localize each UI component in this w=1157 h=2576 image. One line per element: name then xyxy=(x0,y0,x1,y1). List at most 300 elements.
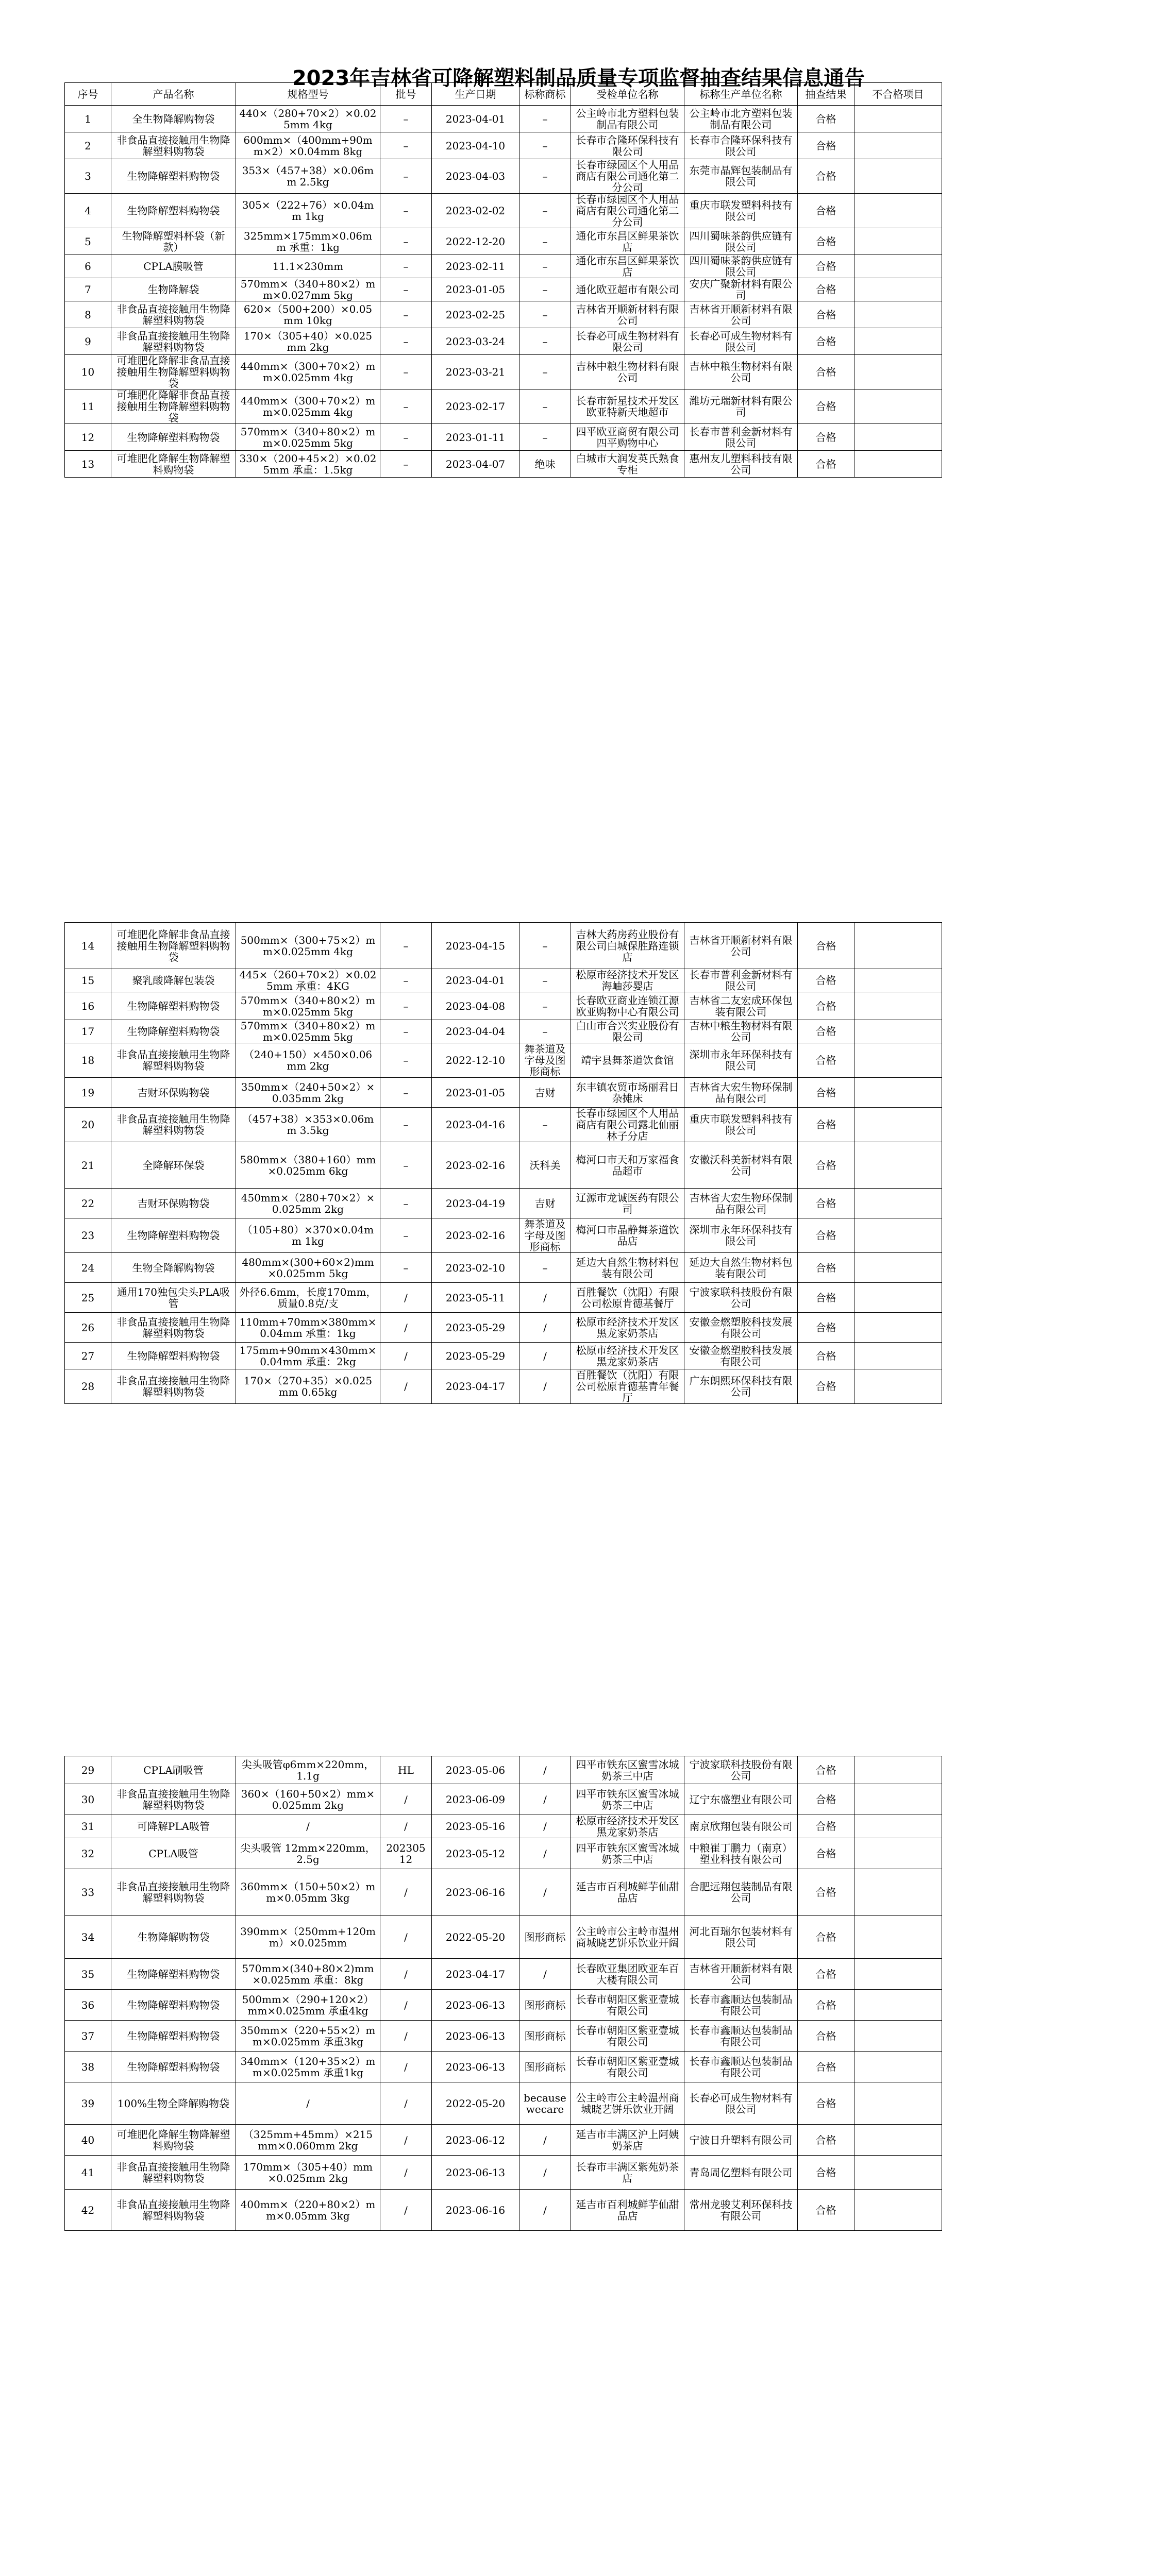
cell-producer: 吉林省大宏生物环保制品有限公司 xyxy=(684,1078,798,1108)
cell-spec: 440×（280+70×2）×0.025mm 4kg xyxy=(236,106,380,132)
cell-name: 生物降解塑料购物袋 xyxy=(111,1959,236,1990)
cell-inspected: 通化市东昌区鲜果茶饮店 xyxy=(571,255,684,278)
cell-spec: 175mm+90mm×430mm×0.04mm 承重：2kg xyxy=(236,1343,380,1369)
cell-no: 41 xyxy=(65,2156,111,2190)
table-row xyxy=(65,278,942,301)
table-row xyxy=(65,1343,942,1369)
cell-name: 生物降解塑料杯袋（新款） xyxy=(111,228,236,255)
cell-name: 可降解PLA吸管 xyxy=(111,1815,236,1838)
cell-brand: 沃科美 xyxy=(519,1142,571,1189)
cell-no: 5 xyxy=(65,228,111,255)
cell-brand: – xyxy=(519,1108,571,1142)
cell-brand: – xyxy=(519,106,571,132)
cell-batch: / xyxy=(380,2021,432,2052)
cell-inspected: 长春市朝阳区紫亚壹城有限公司 xyxy=(571,2021,684,2052)
table-row xyxy=(65,106,942,132)
cell-producer: 重庆市联发塑料科技有限公司 xyxy=(684,194,798,228)
cell-result: 合格 xyxy=(798,2021,854,2052)
cell-no: 20 xyxy=(65,1108,111,1142)
cell-name: 聚乳酸降解包装袋 xyxy=(111,969,236,992)
cell-spec: 尖头吸管φ6mm×220mm，1.1g xyxy=(236,1756,380,1784)
cell-spec: 110mm+70mm×380mm×0.04mm 承重：1kg xyxy=(236,1313,380,1343)
cell-result: 合格 xyxy=(798,2052,854,2082)
cell-inspected: 松原市经济技术开发区黑龙家奶茶店 xyxy=(571,1343,684,1369)
table-row xyxy=(65,923,942,969)
cell-brand: / xyxy=(519,1959,571,1990)
cell-spec: 350mm×（220+55×2）mm×0.025mm 承重3kg xyxy=(236,2021,380,2052)
cell-fail xyxy=(854,106,942,132)
cell-name: 可堆肥化降解非食品直接接触用生物降解塑料购物袋 xyxy=(111,923,236,969)
cell-date: 2023-01-05 xyxy=(432,278,519,301)
column-header: 不合格项目 xyxy=(854,83,942,106)
cell-brand: – xyxy=(519,424,571,451)
cell-date: 2023-02-11 xyxy=(432,255,519,278)
cell-inspected: 延吉市丰满区沪上阿姨奶茶店 xyxy=(571,2125,684,2156)
cell-batch: – xyxy=(380,1020,432,1043)
cell-inspected: 长春市绿园区个人用品商店有限公司露北仙丽林子分店 xyxy=(571,1108,684,1142)
cell-fail xyxy=(854,1990,942,2021)
cell-result: 合格 xyxy=(798,923,854,969)
column-header: 生产日期 xyxy=(432,83,519,106)
cell-no: 32 xyxy=(65,1838,111,1869)
cell-name: 生物降解塑料购物袋 xyxy=(111,2052,236,2082)
cell-fail xyxy=(854,1756,942,1784)
cell-producer: 安庆广聚新材料有限公司 xyxy=(684,278,798,301)
cell-result: 合格 xyxy=(798,1313,854,1343)
cell-name: 100%生物全降解购物袋 xyxy=(111,2082,236,2125)
cell-spec: （325mm+45mm）×215mm×0.060mm 2kg xyxy=(236,2125,380,2156)
cell-date: 2023-04-04 xyxy=(432,1020,519,1043)
cell-producer: 长春市合隆环保科技有限公司 xyxy=(684,132,798,159)
cell-no: 6 xyxy=(65,255,111,278)
cell-brand: / xyxy=(519,1343,571,1369)
table-row xyxy=(65,424,942,451)
cell-batch: – xyxy=(380,424,432,451)
cell-brand: – xyxy=(519,1020,571,1043)
cell-spec: 500mm×（300+75×2）mm×0.025mm 4kg xyxy=(236,923,380,969)
table-row xyxy=(65,1756,942,1784)
cell-spec: 360mm×（150+50×2）mm×0.05mm 3kg xyxy=(236,1869,380,1916)
cell-brand: – xyxy=(519,1253,571,1283)
cell-date: 2023-06-09 xyxy=(432,1784,519,1815)
cell-result: 合格 xyxy=(798,1283,854,1313)
cell-fail xyxy=(854,1142,942,1189)
cell-batch: / xyxy=(380,2052,432,2082)
table-row xyxy=(65,1990,942,2021)
cell-batch: – xyxy=(380,255,432,278)
cell-inspected: 长春必可成生物材料有限公司 xyxy=(571,328,684,355)
cell-brand: / xyxy=(519,1369,571,1404)
cell-date: 2023-04-07 xyxy=(432,451,519,478)
cell-batch: – xyxy=(380,923,432,969)
cell-spec: （105+80）×370×0.04mm 1kg xyxy=(236,1218,380,1253)
cell-result: 合格 xyxy=(798,106,854,132)
table-row xyxy=(65,1313,942,1343)
cell-spec: 外径6.6mm，长度170mm，质量0.8克/支 xyxy=(236,1283,380,1313)
cell-no: 14 xyxy=(65,923,111,969)
cell-producer: 吉林中粮生物材料有限公司 xyxy=(684,355,798,389)
cell-producer: 长春必可成生物材料有限公司 xyxy=(684,2082,798,2125)
cell-brand: / xyxy=(519,1313,571,1343)
cell-inspected: 四平市铁东区蜜雪冰城奶茶三中店 xyxy=(571,1756,684,1784)
cell-producer: 惠州友儿塑料科技有限公司 xyxy=(684,451,798,478)
cell-spec: 445×（260+70×2）×0.025mm 承重：4KG xyxy=(236,969,380,992)
cell-brand: 吉财 xyxy=(519,1078,571,1108)
cell-inspected: 长春欧亚集团欧亚车百大楼有限公司 xyxy=(571,1959,684,1990)
cell-producer: 公主岭市北方塑料包装制品有限公司 xyxy=(684,106,798,132)
cell-batch: – xyxy=(380,328,432,355)
cell-name: 全降解环保袋 xyxy=(111,1142,236,1189)
cell-name: 生物降解塑料购物袋 xyxy=(111,992,236,1020)
cell-no: 25 xyxy=(65,1283,111,1313)
cell-fail xyxy=(854,132,942,159)
cell-fail xyxy=(854,1343,942,1369)
table-row xyxy=(65,355,942,389)
cell-inspected: 长春欧亚商业连锁江源欧亚购物中心有限公司 xyxy=(571,992,684,1020)
cell-no: 2 xyxy=(65,132,111,159)
cell-spec: 353×（457+38）×0.06mm 2.5kg xyxy=(236,159,380,194)
table-row xyxy=(65,2190,942,2231)
cell-result: 合格 xyxy=(798,992,854,1020)
cell-inspected: 长春市合隆环保科技有限公司 xyxy=(571,132,684,159)
cell-no: 21 xyxy=(65,1142,111,1189)
cell-fail xyxy=(854,1108,942,1142)
cell-no: 35 xyxy=(65,1959,111,1990)
cell-no: 42 xyxy=(65,2190,111,2231)
cell-producer: 长春市普利金新材料有限公司 xyxy=(684,424,798,451)
cell-no: 22 xyxy=(65,1189,111,1218)
cell-no: 29 xyxy=(65,1756,111,1784)
cell-batch: / xyxy=(380,1784,432,1815)
table-row xyxy=(65,1043,942,1078)
cell-inspected: 公主岭市北方塑料包装制品有限公司 xyxy=(571,106,684,132)
cell-spec: 尖头吸管 12mm×220mm，2.5g xyxy=(236,1838,380,1869)
cell-date: 2023-03-24 xyxy=(432,328,519,355)
cell-name: 通用170独包尖头PLA吸管 xyxy=(111,1283,236,1313)
cell-inspected: 松原市经济技术开发区黑龙家奶茶店 xyxy=(571,1313,684,1343)
cell-batch: / xyxy=(380,1815,432,1838)
cell-brand: / xyxy=(519,1784,571,1815)
cell-batch: / xyxy=(380,2190,432,2231)
cell-date: 2023-02-17 xyxy=(432,389,519,424)
cell-inspected: 四平欧亚商贸有限公司四平购物中心 xyxy=(571,424,684,451)
cell-spec: （457+38）×353×0.06mm 3.5kg xyxy=(236,1108,380,1142)
cell-fail xyxy=(854,2125,942,2156)
cell-fail xyxy=(854,2052,942,2082)
cell-inspected: 吉林省开顺新材料有限公司 xyxy=(571,301,684,328)
cell-spec: 170mm×（305+40）mm×0.025mm 2kg xyxy=(236,2156,380,2190)
cell-fail xyxy=(854,301,942,328)
table-row xyxy=(65,1108,942,1142)
cell-fail xyxy=(854,2021,942,2052)
cell-no: 8 xyxy=(65,301,111,328)
cell-date: 2023-06-12 xyxy=(432,2125,519,2156)
cell-result: 合格 xyxy=(798,328,854,355)
cell-producer: 四川蜀味茶韵供应链有限公司 xyxy=(684,255,798,278)
cell-name: 吉财环保购物袋 xyxy=(111,1189,236,1218)
cell-producer: 吉林省大宏生物环保制品有限公司 xyxy=(684,1189,798,1218)
cell-inspected: 长春市朝阳区紫亚壹城有限公司 xyxy=(571,1990,684,2021)
results-table-page-2 xyxy=(64,922,942,1404)
cell-no: 11 xyxy=(65,389,111,424)
table-row xyxy=(65,1078,942,1108)
cell-inspected: 吉林中粮生物材料有限公司 xyxy=(571,355,684,389)
cell-brand: – xyxy=(519,969,571,992)
cell-fail xyxy=(854,1020,942,1043)
cell-name: 非食品直接接触用生物降解塑料购物袋 xyxy=(111,328,236,355)
cell-brand: / xyxy=(519,2156,571,2190)
cell-result: 合格 xyxy=(798,389,854,424)
column-header: 规格型号 xyxy=(236,83,380,106)
cell-date: 2023-05-11 xyxy=(432,1283,519,1313)
cell-result: 合格 xyxy=(798,969,854,992)
cell-result: 合格 xyxy=(798,1916,854,1959)
cell-inspected: 通化市东昌区鲜果茶饮店 xyxy=(571,228,684,255)
cell-date: 2023-05-06 xyxy=(432,1756,519,1784)
cell-result: 合格 xyxy=(798,1838,854,1869)
cell-inspected: 长春市绿园区个人用品商店有限公司通化第二分公司 xyxy=(571,194,684,228)
cell-date: 2023-04-01 xyxy=(432,969,519,992)
cell-inspected: 梅河口市天和万家福食品超市 xyxy=(571,1142,684,1189)
cell-spec: 570mm×（340+80×2）mm×0.025mm 5kg xyxy=(236,1020,380,1043)
cell-no: 7 xyxy=(65,278,111,301)
table-row xyxy=(65,1142,942,1189)
column-header: 标称生产单位名称 xyxy=(684,83,798,106)
cell-no: 36 xyxy=(65,1990,111,2021)
cell-batch: / xyxy=(380,2082,432,2125)
cell-result: 合格 xyxy=(798,1990,854,2021)
cell-spec: 600mm×（400mm+90mm×2）×0.04mm 8kg xyxy=(236,132,380,159)
table-row xyxy=(65,194,942,228)
cell-batch: – xyxy=(380,106,432,132)
cell-name: 非食品直接接触用生物降解塑料购物袋 xyxy=(111,132,236,159)
cell-no: 37 xyxy=(65,2021,111,2052)
cell-producer: 南京欣翔包装有限公司 xyxy=(684,1815,798,1838)
cell-batch: / xyxy=(380,1313,432,1343)
cell-no: 10 xyxy=(65,355,111,389)
cell-fail xyxy=(854,1369,942,1404)
cell-producer: 安徽金燃塑胶科技发展有限公司 xyxy=(684,1343,798,1369)
cell-brand: 图形商标 xyxy=(519,2052,571,2082)
cell-name: 生物降解塑料购物袋 xyxy=(111,1020,236,1043)
cell-no: 31 xyxy=(65,1815,111,1838)
cell-inspected: 长春市绿园区个人用品商店有限公司通化第二分公司 xyxy=(571,159,684,194)
cell-spec: 440mm×（300+70×2）mm×0.025mm 4kg xyxy=(236,389,380,424)
cell-batch: / xyxy=(380,1916,432,1959)
cell-producer: 广东朗熙环保科技有限公司 xyxy=(684,1369,798,1404)
column-header: 产品名称 xyxy=(111,83,236,106)
cell-inspected: 四平市铁东区蜜雪冰城奶茶三中店 xyxy=(571,1838,684,1869)
column-header: 序号 xyxy=(65,83,111,106)
cell-brand: – xyxy=(519,301,571,328)
cell-batch: / xyxy=(380,1990,432,2021)
cell-fail xyxy=(854,389,942,424)
cell-no: 3 xyxy=(65,159,111,194)
cell-name: 生物降解塑料购物袋 xyxy=(111,194,236,228)
cell-producer: 辽宁东盛塑业有限公司 xyxy=(684,1784,798,1815)
cell-batch: HL xyxy=(380,1756,432,1784)
results-table-page-1 xyxy=(64,82,942,478)
cell-batch: – xyxy=(380,159,432,194)
cell-producer: 中粮崔丁鹏力（南京）塑业科技有限公司 xyxy=(684,1838,798,1869)
cell-name: 生物降解购物袋 xyxy=(111,1916,236,1959)
cell-result: 合格 xyxy=(798,451,854,478)
cell-producer: 常州龙骏艾利环保科技有限公司 xyxy=(684,2190,798,2231)
cell-brand: 图形商标 xyxy=(519,1990,571,2021)
cell-fail xyxy=(854,228,942,255)
cell-fail xyxy=(854,1313,942,1343)
cell-brand: / xyxy=(519,1815,571,1838)
cell-date: 2023-04-01 xyxy=(432,106,519,132)
cell-inspected: 松原市经济技术开发区海岫莎婴店 xyxy=(571,969,684,992)
column-header: 标称商标 xyxy=(519,83,571,106)
cell-producer: 吉林省开顺新材料有限公司 xyxy=(684,1959,798,1990)
cell-brand: / xyxy=(519,1869,571,1916)
cell-brand: 舞茶道及字母及图形商标 xyxy=(519,1218,571,1253)
cell-date: 2022-12-10 xyxy=(432,1043,519,1078)
table-row xyxy=(65,1218,942,1253)
cell-no: 17 xyxy=(65,1020,111,1043)
table-row xyxy=(65,1283,942,1313)
cell-result: 合格 xyxy=(798,1756,854,1784)
cell-batch: – xyxy=(380,228,432,255)
cell-batch: – xyxy=(380,132,432,159)
cell-producer: 青岛周亿塑料有限公司 xyxy=(684,2156,798,2190)
cell-result: 合格 xyxy=(798,1869,854,1916)
cell-brand: – xyxy=(519,923,571,969)
cell-producer: 宁波家联科技股份有限公司 xyxy=(684,1283,798,1313)
cell-name: 生物降解塑料购物袋 xyxy=(111,1990,236,2021)
cell-batch: / xyxy=(380,1283,432,1313)
cell-batch: – xyxy=(380,992,432,1020)
cell-no: 1 xyxy=(65,106,111,132)
cell-result: 合格 xyxy=(798,228,854,255)
table-row xyxy=(65,1189,942,1218)
cell-producer: 重庆市联发塑料科技有限公司 xyxy=(684,1108,798,1142)
cell-fail xyxy=(854,1959,942,1990)
cell-date: 2023-04-17 xyxy=(432,1959,519,1990)
cell-no: 33 xyxy=(65,1869,111,1916)
cell-name: 非食品直接接触用生物降解塑料购物袋 xyxy=(111,1043,236,1078)
cell-date: 2023-02-16 xyxy=(432,1218,519,1253)
cell-producer: 长春市鑫顺达包装制品有限公司 xyxy=(684,2052,798,2082)
cell-result: 合格 xyxy=(798,1369,854,1404)
cell-fail xyxy=(854,1784,942,1815)
cell-date: 2023-05-29 xyxy=(432,1343,519,1369)
cell-producer: 深圳市永年环保科技有限公司 xyxy=(684,1043,798,1078)
cell-inspected: 四平市铁东区蜜雪冰城奶茶三中店 xyxy=(571,1784,684,1815)
cell-no: 18 xyxy=(65,1043,111,1078)
cell-batch: – xyxy=(380,301,432,328)
table-header-row xyxy=(65,83,942,106)
table-row xyxy=(65,159,942,194)
cell-producer: 安徽沃科美新材料有限公司 xyxy=(684,1142,798,1189)
cell-fail xyxy=(854,992,942,1020)
cell-name: 生物降解塑料购物袋 xyxy=(111,2021,236,2052)
cell-result: 合格 xyxy=(798,355,854,389)
cell-producer: 吉林中粮生物材料有限公司 xyxy=(684,1020,798,1043)
cell-result: 合格 xyxy=(798,1189,854,1218)
cell-date: 2023-06-13 xyxy=(432,2021,519,2052)
table-row xyxy=(65,132,942,159)
cell-producer: 深圳市永年环保科技有限公司 xyxy=(684,1218,798,1253)
cell-no: 4 xyxy=(65,194,111,228)
cell-batch: 20230512 xyxy=(380,1838,432,1869)
cell-fail xyxy=(854,2190,942,2231)
cell-result: 合格 xyxy=(798,1108,854,1142)
cell-inspected: 通化欧亚超市有限公司 xyxy=(571,278,684,301)
cell-no: 30 xyxy=(65,1784,111,1815)
cell-result: 合格 xyxy=(798,1043,854,1078)
cell-date: 2023-06-13 xyxy=(432,2156,519,2190)
cell-spec: 570mm×（340+80×2）mm×0.027mm 5kg xyxy=(236,278,380,301)
cell-spec: 570mm×（340+80×2）mm×0.025mm 5kg xyxy=(236,992,380,1020)
cell-producer: 四川蜀味茶韵供应链有限公司 xyxy=(684,228,798,255)
cell-spec: 325mm×175mm×0.06mm 承重：1kg xyxy=(236,228,380,255)
cell-fail xyxy=(854,424,942,451)
cell-name: 生物全降解购物袋 xyxy=(111,1253,236,1283)
cell-spec: 580mm×（380+160）mm×0.025mm 6kg xyxy=(236,1142,380,1189)
cell-batch: / xyxy=(380,1343,432,1369)
cell-date: 2023-04-15 xyxy=(432,923,519,969)
cell-date: 2023-04-10 xyxy=(432,132,519,159)
table-row xyxy=(65,1369,942,1404)
cell-batch: – xyxy=(380,1043,432,1078)
column-header: 受检单位名称 xyxy=(571,83,684,106)
cell-fail xyxy=(854,194,942,228)
cell-result: 合格 xyxy=(798,159,854,194)
cell-inspected: 延吉市百利城鲜芋仙甜品店 xyxy=(571,1869,684,1916)
cell-name: 生物降解塑料购物袋 xyxy=(111,1343,236,1369)
table-row xyxy=(65,1916,942,1959)
cell-inspected: 白城市大润发英氏熟食专柜 xyxy=(571,451,684,478)
table-row xyxy=(65,451,942,478)
cell-spec: 400mm×（220+80×2）mm×0.05mm 3kg xyxy=(236,2190,380,2231)
cell-result: 合格 xyxy=(798,1784,854,1815)
results-table-page-3 xyxy=(64,1756,942,2231)
cell-spec: / xyxy=(236,1815,380,1838)
table-row xyxy=(65,992,942,1020)
cell-batch: / xyxy=(380,1369,432,1404)
cell-result: 合格 xyxy=(798,1218,854,1253)
cell-date: 2023-06-16 xyxy=(432,2190,519,2231)
cell-date: 2023-04-03 xyxy=(432,159,519,194)
cell-brand: 图形商标 xyxy=(519,1916,571,1959)
table-row xyxy=(65,255,942,278)
cell-name: 非食品直接接触用生物降解塑料购物袋 xyxy=(111,2156,236,2190)
cell-producer: 延边大自然生物材料包装有限公司 xyxy=(684,1253,798,1283)
cell-producer: 东莞市晶辉包装制品有限公司 xyxy=(684,159,798,194)
cell-result: 合格 xyxy=(798,2156,854,2190)
table-row xyxy=(65,228,942,255)
cell-name: 可堆肥化降解生物降解塑料购物袋 xyxy=(111,2125,236,2156)
cell-batch: – xyxy=(380,389,432,424)
cell-name: 可堆肥化降解生物降解塑料购物袋 xyxy=(111,451,236,478)
table-row xyxy=(65,969,942,992)
cell-producer: 长春市鑫顺达包装制品有限公司 xyxy=(684,1990,798,2021)
cell-date: 2023-01-05 xyxy=(432,1078,519,1108)
cell-date: 2023-02-25 xyxy=(432,301,519,328)
cell-batch: – xyxy=(380,1142,432,1189)
cell-name: 非食品直接接触用生物降解塑料购物袋 xyxy=(111,1108,236,1142)
cell-no: 13 xyxy=(65,451,111,478)
cell-brand: 绝味 xyxy=(519,451,571,478)
cell-spec: 620×（500+200）×0.05mm 10kg xyxy=(236,301,380,328)
cell-producer: 吉林省开顺新材料有限公司 xyxy=(684,923,798,969)
cell-producer: 吉林省开顺新材料有限公司 xyxy=(684,301,798,328)
table-row xyxy=(65,1869,942,1916)
cell-name: 非食品直接接触用生物降解塑料购物袋 xyxy=(111,1784,236,1815)
